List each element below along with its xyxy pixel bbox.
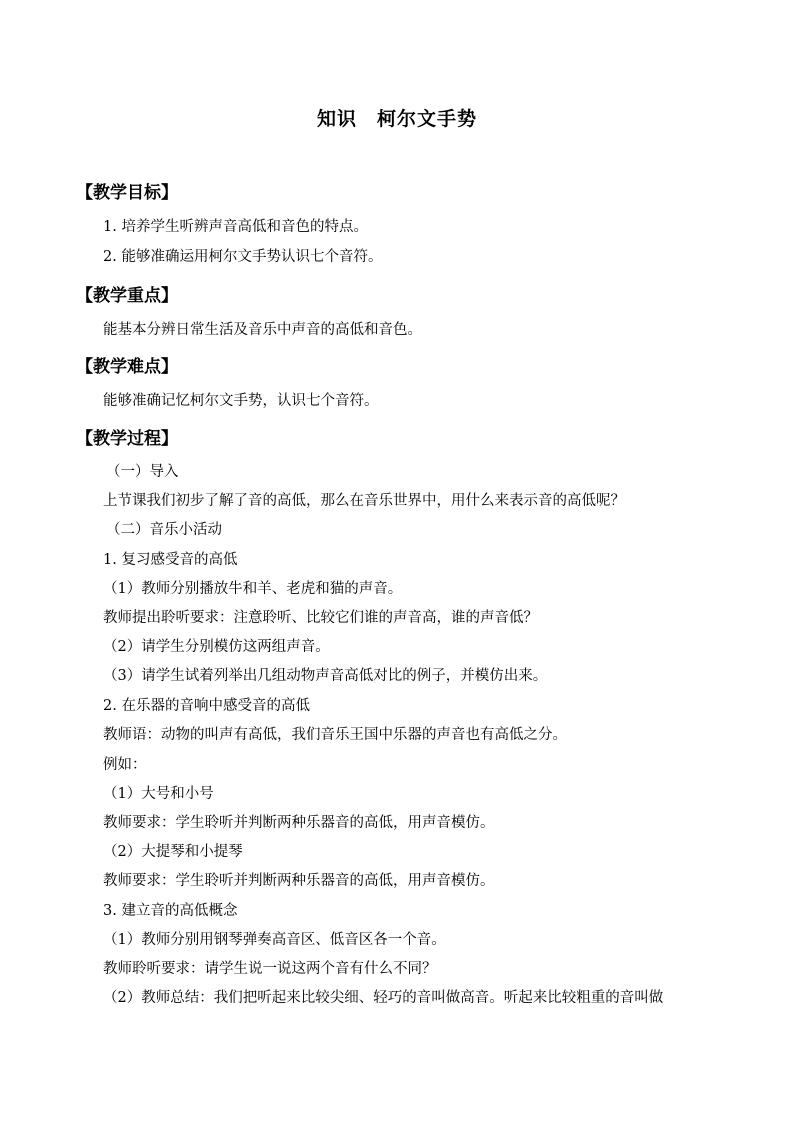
section-heading-difficulties: 【教学难点】: [76, 357, 178, 377]
process-line: （3）请学生试着列举出几组动物声音高低对比的例子，并模仿出来。: [103, 668, 548, 684]
process-line: （2）大提琴和小提琴: [103, 844, 243, 860]
process-line: 上节课我们初步了解了音的高低，那么在音乐世界中，用什么来表示音的高低呢？: [103, 493, 625, 509]
process-line: 教师要求：学生聆听并判断两种乐器音的高低，用声音模仿。: [103, 873, 495, 889]
process-line: 例如：: [103, 757, 147, 773]
process-line: （1）教师分别用钢琴弹奏高音区、低音区各一个音。: [103, 932, 446, 948]
process-line: 教师聆听要求：请学生说一说这两个音有什么不同？: [103, 961, 437, 977]
process-line: （一）导入: [106, 464, 179, 480]
process-line: （二）音乐小活动: [106, 522, 222, 538]
document-title: 知识 柯尔文手势: [316, 108, 477, 130]
section-heading-keypoints: 【教学重点】: [76, 286, 178, 306]
process-line: （2）教师总结：我们把听起来比较尖细、轻巧的音叫做高音。听起来比较粗重的音叫做: [103, 990, 664, 1006]
process-line: （1）大号和小号: [103, 786, 214, 802]
difficulties-text: 能够准确记忆柯尔文手势，认识七个音符。: [103, 393, 379, 409]
process-line: 1. 复习感受音的高低: [103, 552, 238, 568]
process-line: 教师语：动物的叫声有高低，我们音乐王国中乐器的声音也有高低之分。: [103, 727, 567, 743]
process-line: （2）请学生分别模仿这两组声音。: [103, 639, 330, 655]
goal-item: 1. 培养学生听辨声音高低和音色的特点。: [103, 219, 368, 235]
goal-item: 2. 能够准确运用柯尔文手势认识七个音符。: [103, 249, 383, 265]
keypoints-text: 能基本分辨日常生活及音乐中声音的高低和音色。: [103, 322, 422, 338]
process-line: 2. 在乐器的音响中感受音的高低: [103, 698, 310, 714]
process-line: 3. 建立音的高低概念: [103, 903, 238, 919]
process-line: 教师提出聆听要求：注意聆听、比较它们谁的声音高，谁的声音低？: [103, 610, 538, 626]
process-line: （1）教师分别播放牛和羊、老虎和猫的声音。: [103, 581, 403, 597]
section-heading-goals: 【教学目标】: [76, 183, 178, 203]
section-heading-process: 【教学过程】: [76, 429, 178, 449]
process-line: 教师要求：学生聆听并判断两种乐器音的高低，用声音模仿。: [103, 815, 495, 831]
